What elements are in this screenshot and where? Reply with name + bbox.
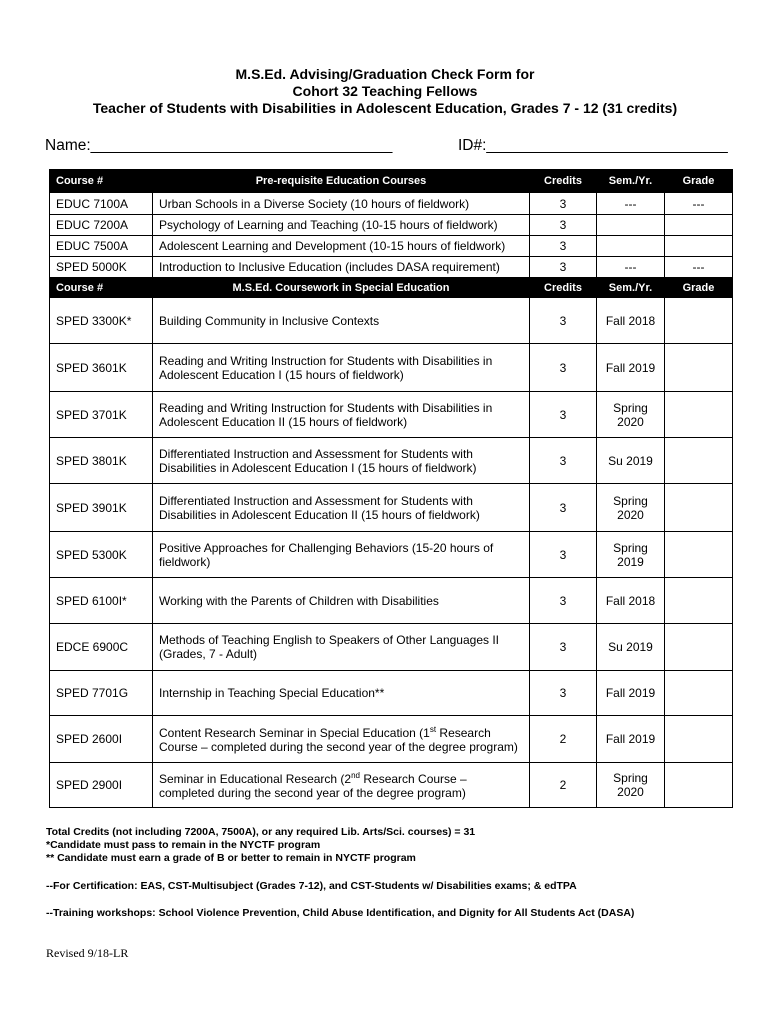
prereq-rows [50,193,733,278]
cell-credits: 3 [530,215,597,236]
title-line-3: Teacher of Students with Disabilities in Adolescent Education, Grades 7 - 12 (31 credits) [92,100,678,116]
cell-title: Differentiated Instruction and Assessment for Students with Disabilities in Adolescent Education I (15 hours of fieldwork) [153,438,530,484]
header-credits: Credits [530,278,597,298]
notes-block [46,826,475,865]
cell-course: SPED 2600I [50,716,153,763]
cell-grade[interactable] [665,344,733,392]
cell-sem[interactable]: Spring 2020 [597,392,665,438]
table-row [50,193,733,215]
title-text: Seminar in Educational Research (2 [159,771,352,786]
cell-credits: 3 [530,438,597,484]
cell-credits: 3 [530,257,597,278]
table-row [50,716,733,763]
cell-grade[interactable] [665,298,733,344]
header-core-title: M.S.Ed. Coursework in Special Education [153,278,530,298]
cell-course: SPED 5000K [50,257,153,278]
cell-title [153,716,530,763]
cell-course: SPED 2900I [50,763,153,808]
cell-grade[interactable] [665,438,733,484]
title-line-2: Cohort 32 Teaching Fellows [292,83,478,99]
cell-sem[interactable]: --- [597,257,665,278]
table-row [50,578,733,624]
training-note: --Training workshops: School Violence Prevention, Child Abuse Identification, and Dignity for All Students Act (DASA) [46,907,635,919]
note-pass: *Candidate must pass to remain in the NYCTF program [46,839,321,851]
cell-credits: 3 [530,392,597,438]
cell-grade[interactable] [665,484,733,532]
cell-title: Working with the Parents of Children with Disabilities [153,578,530,624]
table-row [50,215,733,236]
cell-sem[interactable]: --- [597,193,665,215]
table-row [50,298,733,344]
table-row [50,671,733,716]
cell-sem[interactable]: Fall 2019 [597,671,665,716]
header-sem: Sem./Yr. [597,170,665,193]
cell-credits: 3 [530,193,597,215]
cell-course: SPED 3901K [50,484,153,532]
cell-credits: 3 [530,578,597,624]
cell-title: Internship in Teaching Special Education** [153,671,530,716]
cell-credits: 3 [530,298,597,344]
name-field[interactable]: Name:___________________________________ [45,137,393,154]
prereq-header-row [50,170,733,193]
cell-grade[interactable] [665,392,733,438]
table-row [50,624,733,671]
cell-course: SPED 3801K [50,438,153,484]
total-credits: Total Credits (not including 7200A, 7500A), or any required Lib. Arts/Sci. courses) = 31 [46,826,476,838]
cell-sem[interactable]: Spring 2019 [597,532,665,578]
cell-title: Positive Approaches for Challenging Behaviors (15-20 hours of fieldwork) [153,532,530,578]
cell-sem[interactable]: Su 2019 [597,624,665,671]
cell-grade[interactable] [665,215,733,236]
core-rows [50,298,733,808]
cell-title: Introduction to Inclusive Education (includes DASA requirement) [153,257,530,278]
title-text: Content Research Seminar in Special Education (1 [159,725,430,740]
cell-sem[interactable] [597,215,665,236]
cell-sem[interactable]: Spring 2020 [597,484,665,532]
cell-title: Methods of Teaching English to Speakers of Other Languages II (Grades, 7 - Adult) [153,624,530,671]
title-line-1: M.S.Ed. Advising/Graduation Check Form for [235,66,535,82]
cell-credits: 3 [530,671,597,716]
header-credits: Credits [530,170,597,193]
cell-course: SPED 6100I* [50,578,153,624]
cell-course: SPED 5300K [50,532,153,578]
cell-course: EDCE 6900C [50,624,153,671]
cell-sem[interactable]: Spring 2020 [597,763,665,808]
cell-credits: 2 [530,763,597,808]
revised-date: Revised 9/18-LR [46,946,129,960]
header-grade: Grade [665,278,733,298]
cell-title: Urban Schools in a Diverse Society (10 hours of fieldwork) [153,193,530,215]
cell-course: EDUC 7100A [50,193,153,215]
course-table [49,169,733,808]
id-field[interactable]: ID#:____________________________ [458,137,728,154]
table-row [50,257,733,278]
cell-title: Building Community in Inclusive Contexts [153,298,530,344]
cell-sem[interactable]: Fall 2018 [597,578,665,624]
cell-grade[interactable] [665,624,733,671]
ordinal-superscript: nd [351,770,361,780]
cell-course: EDUC 7200A [50,215,153,236]
table-row [50,438,733,484]
cell-grade[interactable] [665,532,733,578]
cell-course: SPED 3701K [50,392,153,438]
certification-note: --For Certification: EAS, CST-Multisubject (Grades 7-12), and CST-Students w/ Disabilities exams; & edTPA [46,880,577,892]
cell-sem[interactable]: Fall 2018 [597,298,665,344]
ordinal-superscript: st [429,724,437,734]
table-row [50,484,733,532]
cell-grade[interactable]: --- [665,193,733,215]
cell-grade[interactable] [665,671,733,716]
title-text-cont: Research Course – completed during the second year of the degree program) [159,771,467,800]
header-course: Course # [50,170,153,193]
cell-credits: 3 [530,236,597,257]
cell-title: Reading and Writing Instruction for Students with Disabilities in Adolescent Education II (15 hours of fieldwork) [153,392,530,438]
cell-course: SPED 3300K* [50,298,153,344]
table-row [50,532,733,578]
table-row [50,236,733,257]
cell-credits: 3 [530,344,597,392]
table-row [50,344,733,392]
header-course: Course # [50,278,153,298]
header-grade: Grade [665,170,733,193]
title-text-cont: Research Course – completed during the second year of the degree program) [159,725,518,754]
cell-sem[interactable]: Su 2019 [597,438,665,484]
cell-course: EDUC 7500A [50,236,153,257]
cell-title: Adolescent Learning and Development (10-15 hours of fieldwork) [153,236,530,257]
cell-grade[interactable] [665,236,733,257]
cell-sem[interactable] [597,236,665,257]
cell-credits: 3 [530,532,597,578]
cell-title [153,763,530,808]
table-row [50,392,733,438]
cell-credits: 2 [530,716,597,763]
core-header-row [50,278,733,298]
table-row [50,763,733,808]
form-title [0,66,770,117]
cell-sem[interactable]: Fall 2019 [597,344,665,392]
cell-title: Reading and Writing Instruction for Students with Disabilities in Adolescent Education I (15 hours of fieldwork) [153,344,530,392]
cell-credits: 3 [530,484,597,532]
cell-grade[interactable]: --- [665,257,733,278]
cell-grade[interactable] [665,763,733,808]
cell-course: SPED 7701G [50,671,153,716]
cell-grade[interactable] [665,578,733,624]
cell-credits: 3 [530,624,597,671]
cell-title: Psychology of Learning and Teaching (10-15 hours of fieldwork) [153,215,530,236]
header-prereq-title: Pre-requisite Education Courses [153,170,530,193]
header-sem: Sem./Yr. [597,278,665,298]
cell-course: SPED 3601K [50,344,153,392]
note-grade-b: ** Candidate must earn a grade of B or better to remain in NYCTF program [46,852,416,864]
cell-title: Differentiated Instruction and Assessment for Students with Disabilities in Adolescent Education II (15 hours of fieldwork) [153,484,530,532]
cell-sem[interactable]: Fall 2019 [597,716,665,763]
cell-grade[interactable] [665,716,733,763]
